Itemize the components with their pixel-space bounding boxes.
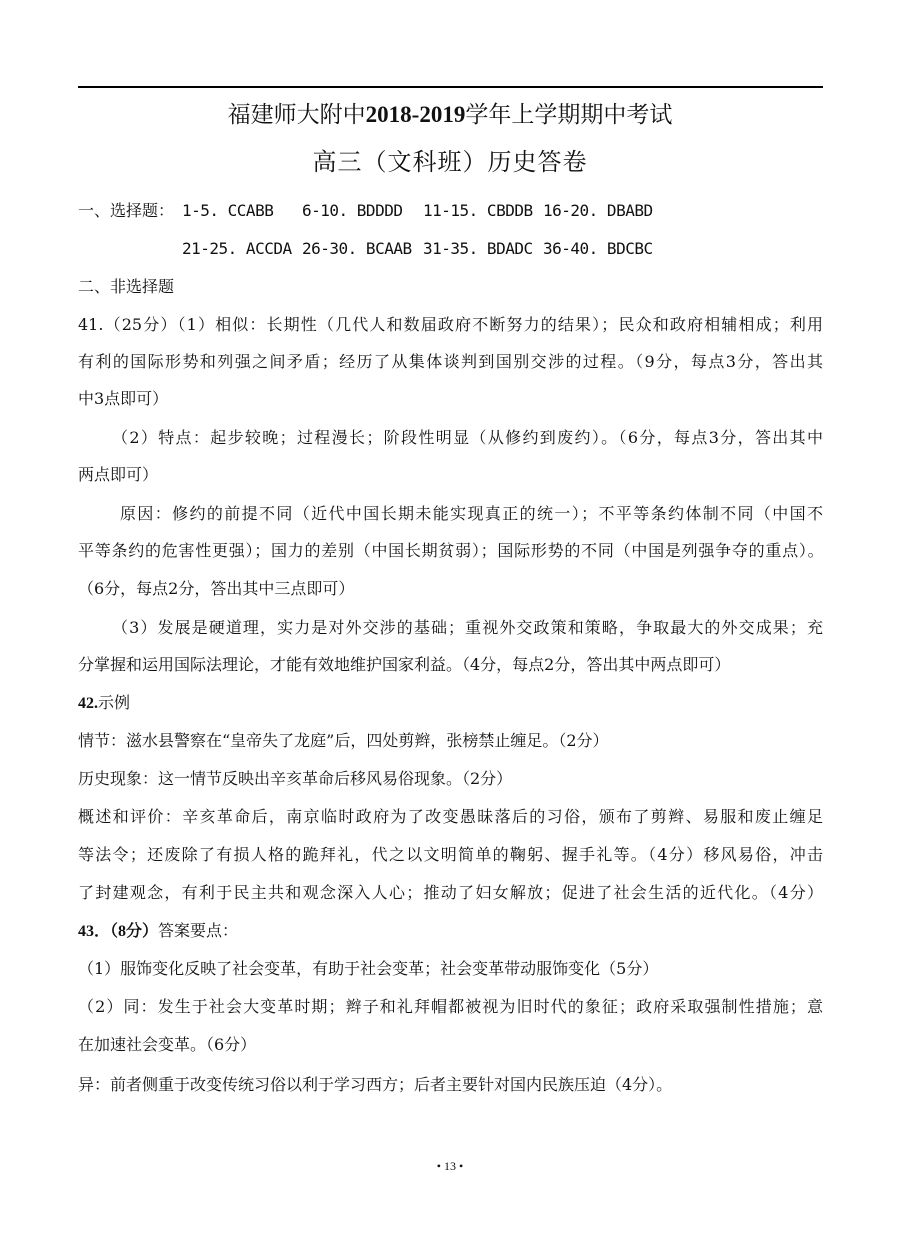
exam-term: 学年上学期期中考试 [465,102,673,128]
q42-line: 历史现象：这一情节反映出辛亥革命后移风易俗现象。（2分） [78,769,513,788]
page-number: • 13 • [436,1159,464,1173]
mc-answer: 1-5. CCABB [182,201,274,220]
mc-answer: 31-35. BDADC [423,239,533,258]
q42-number: 42. [78,695,98,712]
q43-label: 答案要点： [158,921,239,940]
mc-answer: 16-20. DBABD [543,201,653,220]
exam-subtitle: 高三（文科班）历史答卷 [312,148,588,176]
school-years: 2018-2019 [365,102,466,127]
q43-line: （2）同：发生于社会大变革时期；辫子和礼拜帽都被视为旧时代的象征；政府采取强制性措施；意 [78,997,823,1016]
mc-answer: 6-10. BDDDD [302,201,403,220]
q42-line: 了封建观念，有利于民主共和观念深入人心；推动了妇女解放；促进了社会生活的近代化。（4分） [78,883,823,902]
q41-line: 有利的国际形势和列强之间矛盾；经历了从集体谈判到国别交涉的过程。（9分，每点3分，答出其 [78,352,823,371]
q42-line: 概述和评价：辛亥革命后，南京临时政府为了改变愚昧落后的习俗，颁布了剪辫、易服和废止缠足 [78,807,823,826]
q43-number: 43．（8分） [78,923,159,940]
school-name: 福建师大附中 [227,102,366,128]
q41-line: 两点即可） [78,465,159,484]
q41-line: （3）发展是硬道理，实力是对外交涉的基础；重视外交政策和策略，争取最大的外交成果；充 [112,618,823,637]
q41-line: 平等条约的危害性更强）；国力的差别（中国长期贫弱）；国际形势的不同（中国是列强争夺的重点）。 [78,541,823,560]
q41-line: 中3点即可） [78,389,169,408]
q42-line: 情节：滋水县警察在“皇帝失了龙庭”后，四处剪辫，张榜禁止缠足。（2分） [78,731,609,750]
exam-title [0,98,900,132]
q42-label: 示例 [98,693,131,712]
q41-line: 原因：修约的前提不同（近代中国长期未能实现真正的统一）；不平等条约体制不同（中国不 [120,504,823,523]
q43-line: 异：前者侧重于改变传统习俗以利于学习西方；后者主要针对国内民族压迫（4分）。 [78,1075,673,1094]
q41-line: （6分，每点2分，答出其中三点即可） [78,579,355,598]
q43-line: （1）服饰变化反映了社会变革，有助于社会变革；社会变革带动服饰变化（5分） [78,959,659,978]
q43-line: 在加速社会变革。（6分） [78,1035,257,1054]
q42-heading [78,691,823,716]
q43-heading [78,919,823,944]
q41-line: 41.（25分）（1）相似：长期性（几代人和数届政府不断努力的结果）；民众和政府相辅相成；利用 [78,315,823,334]
mc-answer: 36-40. BDCBC [543,239,653,258]
mc-answer: 11-15. CBDDB [423,201,533,220]
q41-line: 分掌握和运用国际法理论，才能有效地维护国家利益。（4分，每点2分，答出其中两点即可） [78,655,731,674]
mc-label: 一、选择题： [78,201,175,220]
section-heading: 二、非选择题 [78,277,175,296]
mc-answer: 21-25. ACCDA [182,239,292,258]
q41-line: （2）特点：起步较晚；过程漫长；阶段性明显（从修约到废约）。（6分，每点3分，答出其中 [112,428,823,447]
header-rule [78,86,823,88]
mc-answer: 26-30. BCAAB [302,239,412,258]
q42-line: 等法令；还废除了有损人格的跪拜礼，代之以文明简单的鞠躬、握手礼等。（4分）移风易俗，冲击 [78,845,823,864]
